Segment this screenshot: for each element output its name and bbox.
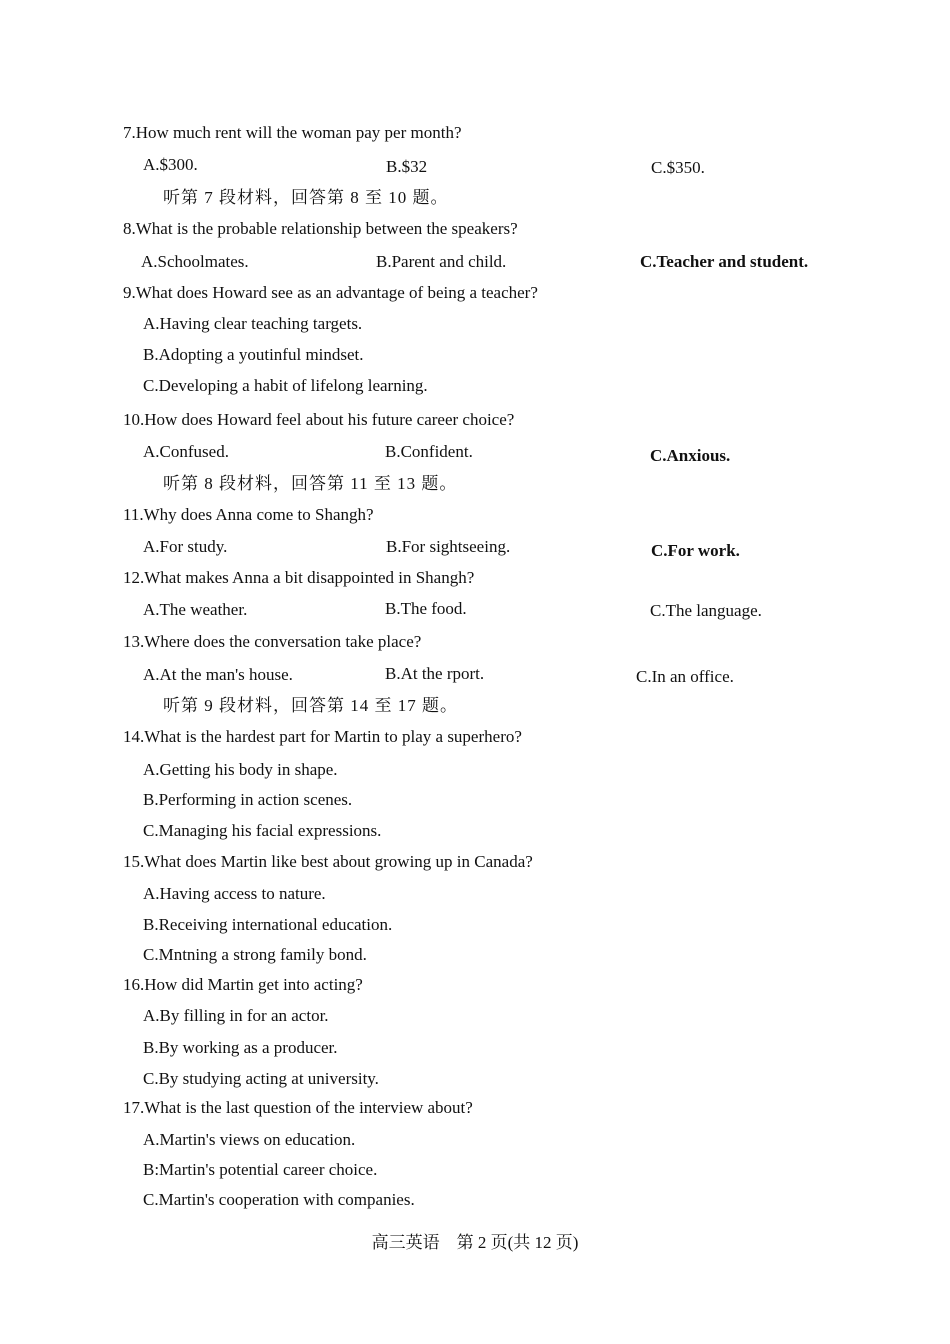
option-b: B:Martin's potential career choice. <box>143 1160 378 1179</box>
option-b: B.At the rport. <box>385 664 485 683</box>
page-footer: 高三英语 第 2 页(共 12 页) <box>371 1233 579 1252</box>
question-15: 15.What does Martin like best about growing up in Canada? <box>123 852 533 871</box>
question-17: 17.What is the last question of the interview about? <box>123 1098 473 1117</box>
option-c: C.Anxious. <box>650 446 731 465</box>
option-a: A.The weather. <box>143 600 248 619</box>
option-b: B.The food. <box>385 599 467 618</box>
option-b: B.Parent and child. <box>376 252 507 271</box>
question-9: 9.What does Howard see as an advantage of being a teacher? <box>123 283 538 302</box>
question-10: 10.How does Howard feel about his future career choice? <box>123 410 515 429</box>
option-c: C.Developing a habit of lifelong learning. <box>143 376 428 395</box>
question-12: 12.What makes Anna a bit disappointed in Shangh? <box>123 568 475 587</box>
option-c: C.Managing his facial expressions. <box>143 821 382 840</box>
option-b: B.For sightseeing. <box>386 537 511 556</box>
option-a: A.Getting his body in shape. <box>143 760 338 779</box>
option-c: C.For work. <box>651 541 740 560</box>
option-c: C.$350. <box>651 158 705 177</box>
question-14: 14.What is the hardest part for Martin to play a superhero? <box>123 727 522 746</box>
question-11: 11.Why does Anna come to Shangh? <box>123 505 374 524</box>
option-b: B.Receiving international education. <box>143 915 393 934</box>
option-c: C.The language. <box>650 601 762 620</box>
question-7: 7.How much rent will the woman pay per month? <box>123 123 462 142</box>
option-a: A.Martin's views on education. <box>143 1130 356 1149</box>
question-16: 16.How did Martin get into acting? <box>123 975 363 994</box>
option-b: B.$32 <box>386 157 428 176</box>
option-a: A.Having clear teaching targets. <box>143 314 363 333</box>
option-a: A.Schoolmates. <box>141 252 249 271</box>
section-heading-8: 听第 8 段材料，回答第 11 至 13 题。 <box>163 474 458 493</box>
option-b: B.Adopting a youtinful mindset. <box>143 345 364 364</box>
option-a: A.Confused. <box>143 442 229 461</box>
option-c: C.Martin's cooperation with companies. <box>143 1190 415 1209</box>
section-heading-9: 听第 9 段材料，回答第 14 至 17 题。 <box>163 696 458 715</box>
option-b: B.By working as a producer. <box>143 1038 338 1057</box>
option-b: B.Confident. <box>385 442 473 461</box>
option-c: C.Teacher and student. <box>640 252 809 271</box>
option-a: A.At the man's house. <box>143 665 293 684</box>
question-8: 8.What is the probable relationship between the speakers? <box>123 219 518 238</box>
option-a: A.Having access to nature. <box>143 884 326 903</box>
option-a: A.$300. <box>143 155 198 174</box>
option-c: C.By studying acting at university. <box>143 1069 379 1088</box>
option-b: B.Performing in action scenes. <box>143 790 353 809</box>
option-a: A.For study. <box>143 537 228 556</box>
option-a: A.By filling in for an actor. <box>143 1006 329 1025</box>
section-heading-7: 听第 7 段材料，回答第 8 至 10 题。 <box>163 188 449 207</box>
question-13: 13.Where does the conversation take place? <box>123 632 422 651</box>
option-c: C.Mntning a strong family bond. <box>143 945 367 964</box>
option-c: C.In an office. <box>636 667 734 686</box>
